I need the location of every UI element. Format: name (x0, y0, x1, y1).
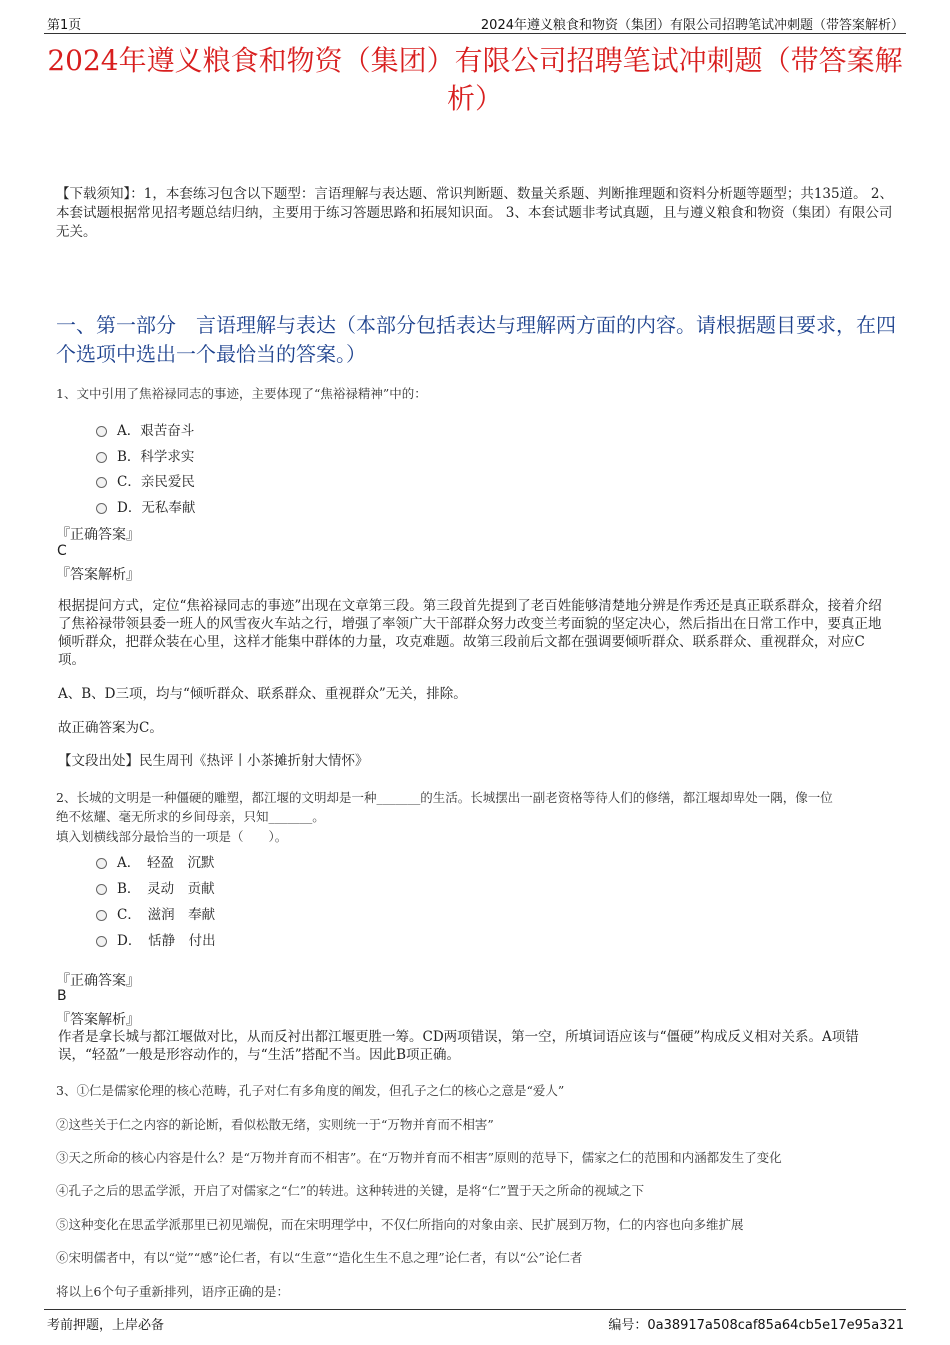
q3-line: ④孔子之后的思孟学派，开启了对儒家之“仁”的转进。这种转进的关键，是将“仁”置于天之所命的视域之下 (56, 1183, 645, 1198)
q1-source: 【文段出处】民生周刊《热评丨小茶摊折射大情怀》 (58, 753, 369, 769)
q2-answer: B (57, 988, 67, 1004)
q1-analysis-para: 故正确答案为C。 (58, 720, 163, 736)
q2-stem: 绝不炫耀、毫无所求的乡间母亲，只知_______。 (56, 809, 325, 824)
q3-line: ②这些关于仁之内容的新论断，看似松散无绪，实则统一于“万物并育而不相害” (56, 1117, 494, 1132)
q1-analysis-label: 『答案解析』 (56, 567, 140, 583)
radio-icon[interactable] (96, 910, 107, 921)
radio-icon[interactable] (96, 936, 107, 947)
download-notice: 【下载须知】：1，本套练习包含以下题型：言语理解与表达题、常识判断题、数量关系题、判断推理题和资料分析题等题型；共135道。 2、本套试题根据常见招考题总结归纳，主要用于练习答题思路和拓展知识面。 3、本套试题非考试真题，且与遵义粮食和物资（集团）有限公司无关。 (56, 186, 893, 240)
q3-prompt: 将以上6个句子重新排列，语序正确的是： (56, 1284, 289, 1299)
q2-analysis-label: 『答案解析』 (56, 1012, 140, 1028)
footer-divider (44, 1309, 906, 1310)
q2-stem: 2、长城的文明是一种僵硬的雕塑，都江堰的文明却是一种_______的生活。长城摆出一副老资格等待人们的修缮，都江堰却卑处一隅，像一位 (56, 790, 833, 805)
radio-icon[interactable] (96, 884, 107, 895)
q1-answer: C (57, 543, 67, 559)
radio-icon[interactable] (96, 426, 107, 437)
q2-analysis-para: 作者是拿长城与都江堰做对比，从而反衬出都江堰更胜一筹。CD两项错误，第一空，所填词语应该与“僵硬”构成反义相对关系。A项错误，“轻盈”一般是形容动作的，与“生活”搭配不当。因此B项正确。 (58, 1029, 859, 1063)
code-label: 编号： (608, 1318, 648, 1333)
section-heading: 一、第一部分 言语理解与表达（本部分包括表达与理解两方面的内容。请根据题目要求，在四个选项中选出一个最恰当的答案。） (56, 313, 896, 366)
radio-icon[interactable] (96, 452, 107, 463)
radio-icon[interactable] (96, 477, 107, 488)
radio-icon[interactable] (96, 503, 107, 514)
q1-analysis-para: A、B、D三项，均与“倾听群众、联系群众、重视群众”无关，排除。 (58, 686, 467, 702)
q1-analysis-para: 根据提问方式，定位“焦裕禄同志的事迹”出现在文章第三段。第三段首先提到了老百姓能够清楚地分辨是作秀还是真正联系群众，接着介绍了焦裕禄带领县委一班人的风雪夜火车站之行，增强了率领广大干部群众努力改变兰考面貌的坚定决心，然后指出在日常工作中，要真正地倾听群众，把群众装在心里，这样才能集中群体的力量，攻克难题。故第三段前后文都在强调要倾听群众、联系群众、重视群众，对应C项。 (58, 598, 882, 668)
q3-line: 3、①仁是儒家伦理的核心范畴，孔子对仁有多角度的阐发，但孔子之仁的核心之意是“爱人” (56, 1083, 565, 1098)
header-doc-title: 2024年遵义粮食和物资（集团）有限公司招聘笔试冲刺题（带答案解析） (480, 18, 904, 33)
page-number: 第1页 (47, 18, 82, 33)
q1-option-b[interactable]: B．科学求实 (96, 445, 194, 465)
footer-slogan: 考前押题，上岸必备 (47, 1318, 165, 1333)
q1-answer-label: 『正确答案』 (56, 527, 140, 543)
q2-answer-label: 『正确答案』 (56, 973, 140, 989)
page-title: 2024年遵义粮食和物资（集团）有限公司招聘笔试冲刺题（带答案解析） (47, 44, 903, 115)
radio-icon[interactable] (96, 858, 107, 869)
q1-option-c[interactable]: C．亲民爱民 (96, 470, 195, 490)
q2-option-c[interactable]: C． 滋润 奉献 (96, 903, 215, 923)
q1-option-a[interactable]: A．艰苦奋斗 (96, 419, 194, 439)
q2-option-b[interactable]: B． 灵动 贡献 (96, 877, 215, 897)
code-value: 0a38917a508caf85a64cb5e17e95a321 (647, 1318, 904, 1333)
q2-option-a[interactable]: A． 轻盈 沉默 (96, 851, 215, 871)
q1-stem: 1、文中引用了焦裕禄同志的事迹，主要体现了“焦裕禄精神”中的： (56, 386, 427, 401)
q1-option-d[interactable]: D．无私奉献 (96, 496, 195, 516)
q3-line: ③天之所命的核心内容是什么？是“万物并育而不相害”。在“万物并育而不相害”原则的范导下，儒家之仁的范围和内涵都发生了变化 (56, 1150, 782, 1165)
q3-line: ⑤这种变化在思孟学派那里已初见端倪，而在宋明理学中，不仅仁所指向的对象由亲、民扩展到万物，仁的内容也向多维扩展 (56, 1217, 744, 1232)
q3-line: ⑥宋明儒者中，有以“觉”“感”论仁者，有以“生意”“造化生生不息之理”论仁者，有以“公”论仁者 (56, 1250, 583, 1265)
document-code (608, 1314, 904, 1333)
q2-prompt: 填入划横线部分最恰当的一项是（ ）。 (56, 829, 288, 844)
header-divider (44, 33, 906, 34)
q2-option-d[interactable]: D． 恬静 付出 (96, 929, 216, 949)
